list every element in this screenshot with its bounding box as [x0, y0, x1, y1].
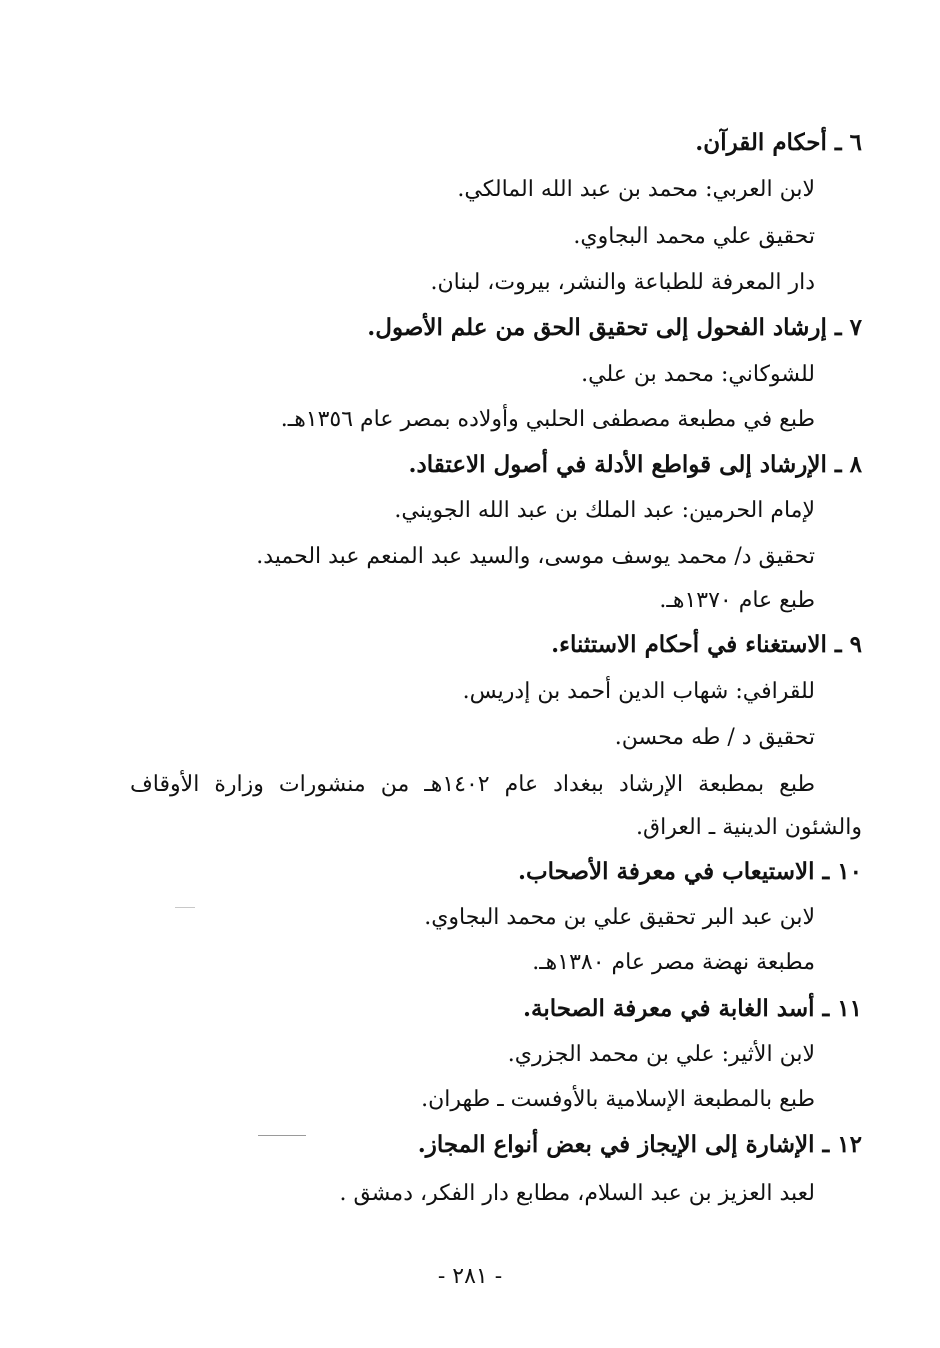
scan-mark	[258, 1135, 306, 1136]
entry-9-editor: تحقيق د / طه محسن.	[614, 725, 815, 750]
entry-9-publisher-continued: والشئون الدينية ـ العراق.	[636, 815, 862, 840]
entry-title-7: ٧ ـ إرشاد الفحول إلى تحقيق الحق من علم الأصول.	[367, 314, 862, 341]
page-number: - ٢٨١ -	[437, 1264, 503, 1289]
entry-9-publisher: طبع بمطبعة الإرشاد ببغداد عام ١٤٠٢هـ من منشورات وزارة الأوقاف	[130, 772, 815, 797]
entry-10-author: لابن عبد البر تحقيق علي بن محمد البجاوي.	[424, 905, 815, 930]
entry-12-author-publisher: لعبد العزيز بن عبد السلام، مطابع دار الفكر، دمشق .	[339, 1181, 815, 1206]
entry-6-editor: تحقيق علي محمد البجاوي.	[573, 224, 815, 249]
entry-11-publisher: طبع بالمطبعة الإسلامية بالأوفست ـ طهران.	[421, 1087, 815, 1112]
entry-title-12: ١٢ ـ الإشارة إلى الإيجاز في بعض أنواع المجاز.	[417, 1131, 862, 1158]
entry-10-publisher: مطبعة نهضة مصر عام ١٣٨٠هـ.	[532, 950, 815, 975]
entry-6-author: لابن العربي: محمد بن عبد الله المالكي.	[457, 177, 815, 202]
entry-title-11: ١١ ـ أسد الغابة في معرفة الصحابة.	[522, 995, 862, 1022]
entry-9-author: للقرافي: شهاب الدين أحمد بن إدريس.	[462, 679, 815, 704]
entry-8-editors: تحقيق د/ محمد يوسف موسى، والسيد عبد المنعم عبد الحميد.	[256, 544, 815, 569]
entry-11-author: لابن الأثير: علي بن محمد الجزري.	[507, 1042, 815, 1067]
entry-title-10: ١٠ ـ الاستيعاب في معرفة الأصحاب.	[517, 858, 862, 885]
entry-6-publisher: دار المعرفة للطباعة والنشر، بيروت، لبنان.	[430, 270, 815, 295]
entry-title-8: ٨ ـ الإرشاد إلى قواطع الأدلة في أصول الاعتقاد.	[408, 451, 862, 478]
entry-7-author: للشوكاني: محمد بن علي.	[581, 362, 815, 387]
entry-8-author: لإمام الحرمين: عبد الملك بن عبد الله الجويني.	[394, 498, 815, 523]
entry-7-publisher: طبع في مطبعة مصطفى الحلبي وأولاده بمصر عام ١٣٥٦هـ.	[280, 407, 815, 432]
entry-8-publisher: طبع عام ١٣٧٠هـ.	[659, 588, 815, 613]
entry-title-9: ٩ ـ الاستغناء في أحكام الاستثناء.	[551, 631, 862, 658]
scan-mark	[175, 907, 195, 908]
entry-title-6: ٦ ـ أحكام القرآن.	[695, 129, 862, 156]
